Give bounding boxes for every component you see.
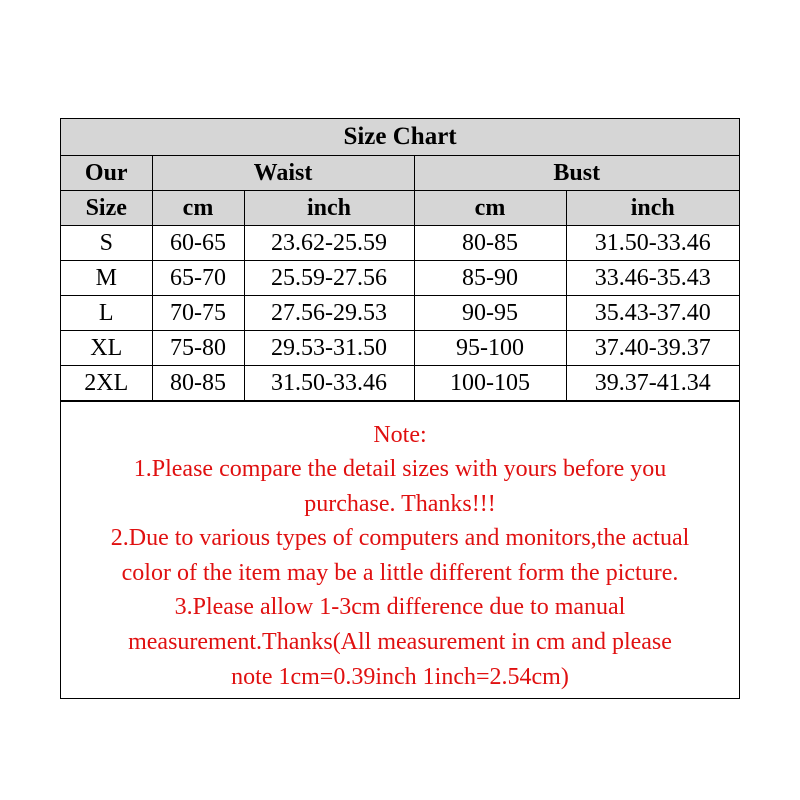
waist-cm-cell: 70-75 (152, 295, 244, 330)
note-line: 3.Please allow 1-3cm difference due to manual (174, 594, 626, 621)
size-cell: XL (61, 330, 152, 365)
note-line: 2.Due to various types of computers and monitors,the actual (110, 525, 690, 552)
note-line: note 1cm=0.39inch 1inch=2.54cm) (231, 663, 569, 690)
bust-cm-cell: 90-95 (414, 295, 566, 330)
bust-inch-cell: 39.37-41.34 (566, 365, 739, 400)
note-line: purchase. Thanks!!! (304, 490, 496, 517)
waist-cm-header: cm (152, 190, 244, 225)
table-row (61, 225, 739, 260)
table-row (61, 260, 739, 295)
header-row-1 (61, 155, 739, 190)
waist-inch-cell: 29.53-31.50 (244, 330, 414, 365)
bust-inch-cell: 33.46-35.43 (566, 260, 739, 295)
size-cell: M (61, 260, 152, 295)
waist-inch-header: inch (244, 190, 414, 225)
bust-inch-cell: 35.43-37.40 (566, 295, 739, 330)
size-cell: 2XL (61, 365, 152, 400)
bust-cm-cell: 80-85 (414, 225, 566, 260)
waist-inch-cell: 25.59-27.56 (244, 260, 414, 295)
table-row (61, 330, 739, 365)
waist-cm-cell: 75-80 (152, 330, 244, 365)
waist-cm-cell: 65-70 (152, 260, 244, 295)
size-header-line1: Our (61, 155, 152, 190)
size-chart (60, 118, 740, 699)
table-row (61, 295, 739, 330)
size-cell: S (61, 225, 152, 260)
note-line: color of the item may be a little different form the picture. (121, 559, 679, 586)
waist-cm-cell: 80-85 (152, 365, 244, 400)
bust-cm-cell: 100-105 (414, 365, 566, 400)
header-row-2 (61, 190, 739, 225)
note-line: 1.Please compare the detail sizes with yours before you (133, 456, 667, 483)
size-cell: L (61, 295, 152, 330)
waist-inch-cell: 31.50-33.46 (244, 365, 414, 400)
title-row (61, 119, 739, 155)
bust-cm-cell: 95-100 (414, 330, 566, 365)
note-line: measurement.Thanks(All measurement in cm and please (128, 629, 672, 656)
size-header-line2: Size (61, 190, 152, 225)
size-table (61, 119, 739, 401)
waist-inch-cell: 23.62-25.59 (244, 225, 414, 260)
bust-cm-header: cm (414, 190, 566, 225)
table-row (61, 365, 739, 400)
chart-title: Size Chart (61, 119, 739, 155)
bust-cm-cell: 85-90 (414, 260, 566, 295)
waist-inch-cell: 27.56-29.53 (244, 295, 414, 330)
notes-section (61, 401, 739, 698)
bust-inch-header: inch (566, 190, 739, 225)
bust-header: Bust (414, 155, 739, 190)
bust-inch-cell: 31.50-33.46 (566, 225, 739, 260)
waist-cm-cell: 60-65 (152, 225, 244, 260)
waist-header: Waist (152, 155, 414, 190)
bust-inch-cell: 37.40-39.37 (566, 330, 739, 365)
notes-heading: Note: (373, 421, 427, 448)
